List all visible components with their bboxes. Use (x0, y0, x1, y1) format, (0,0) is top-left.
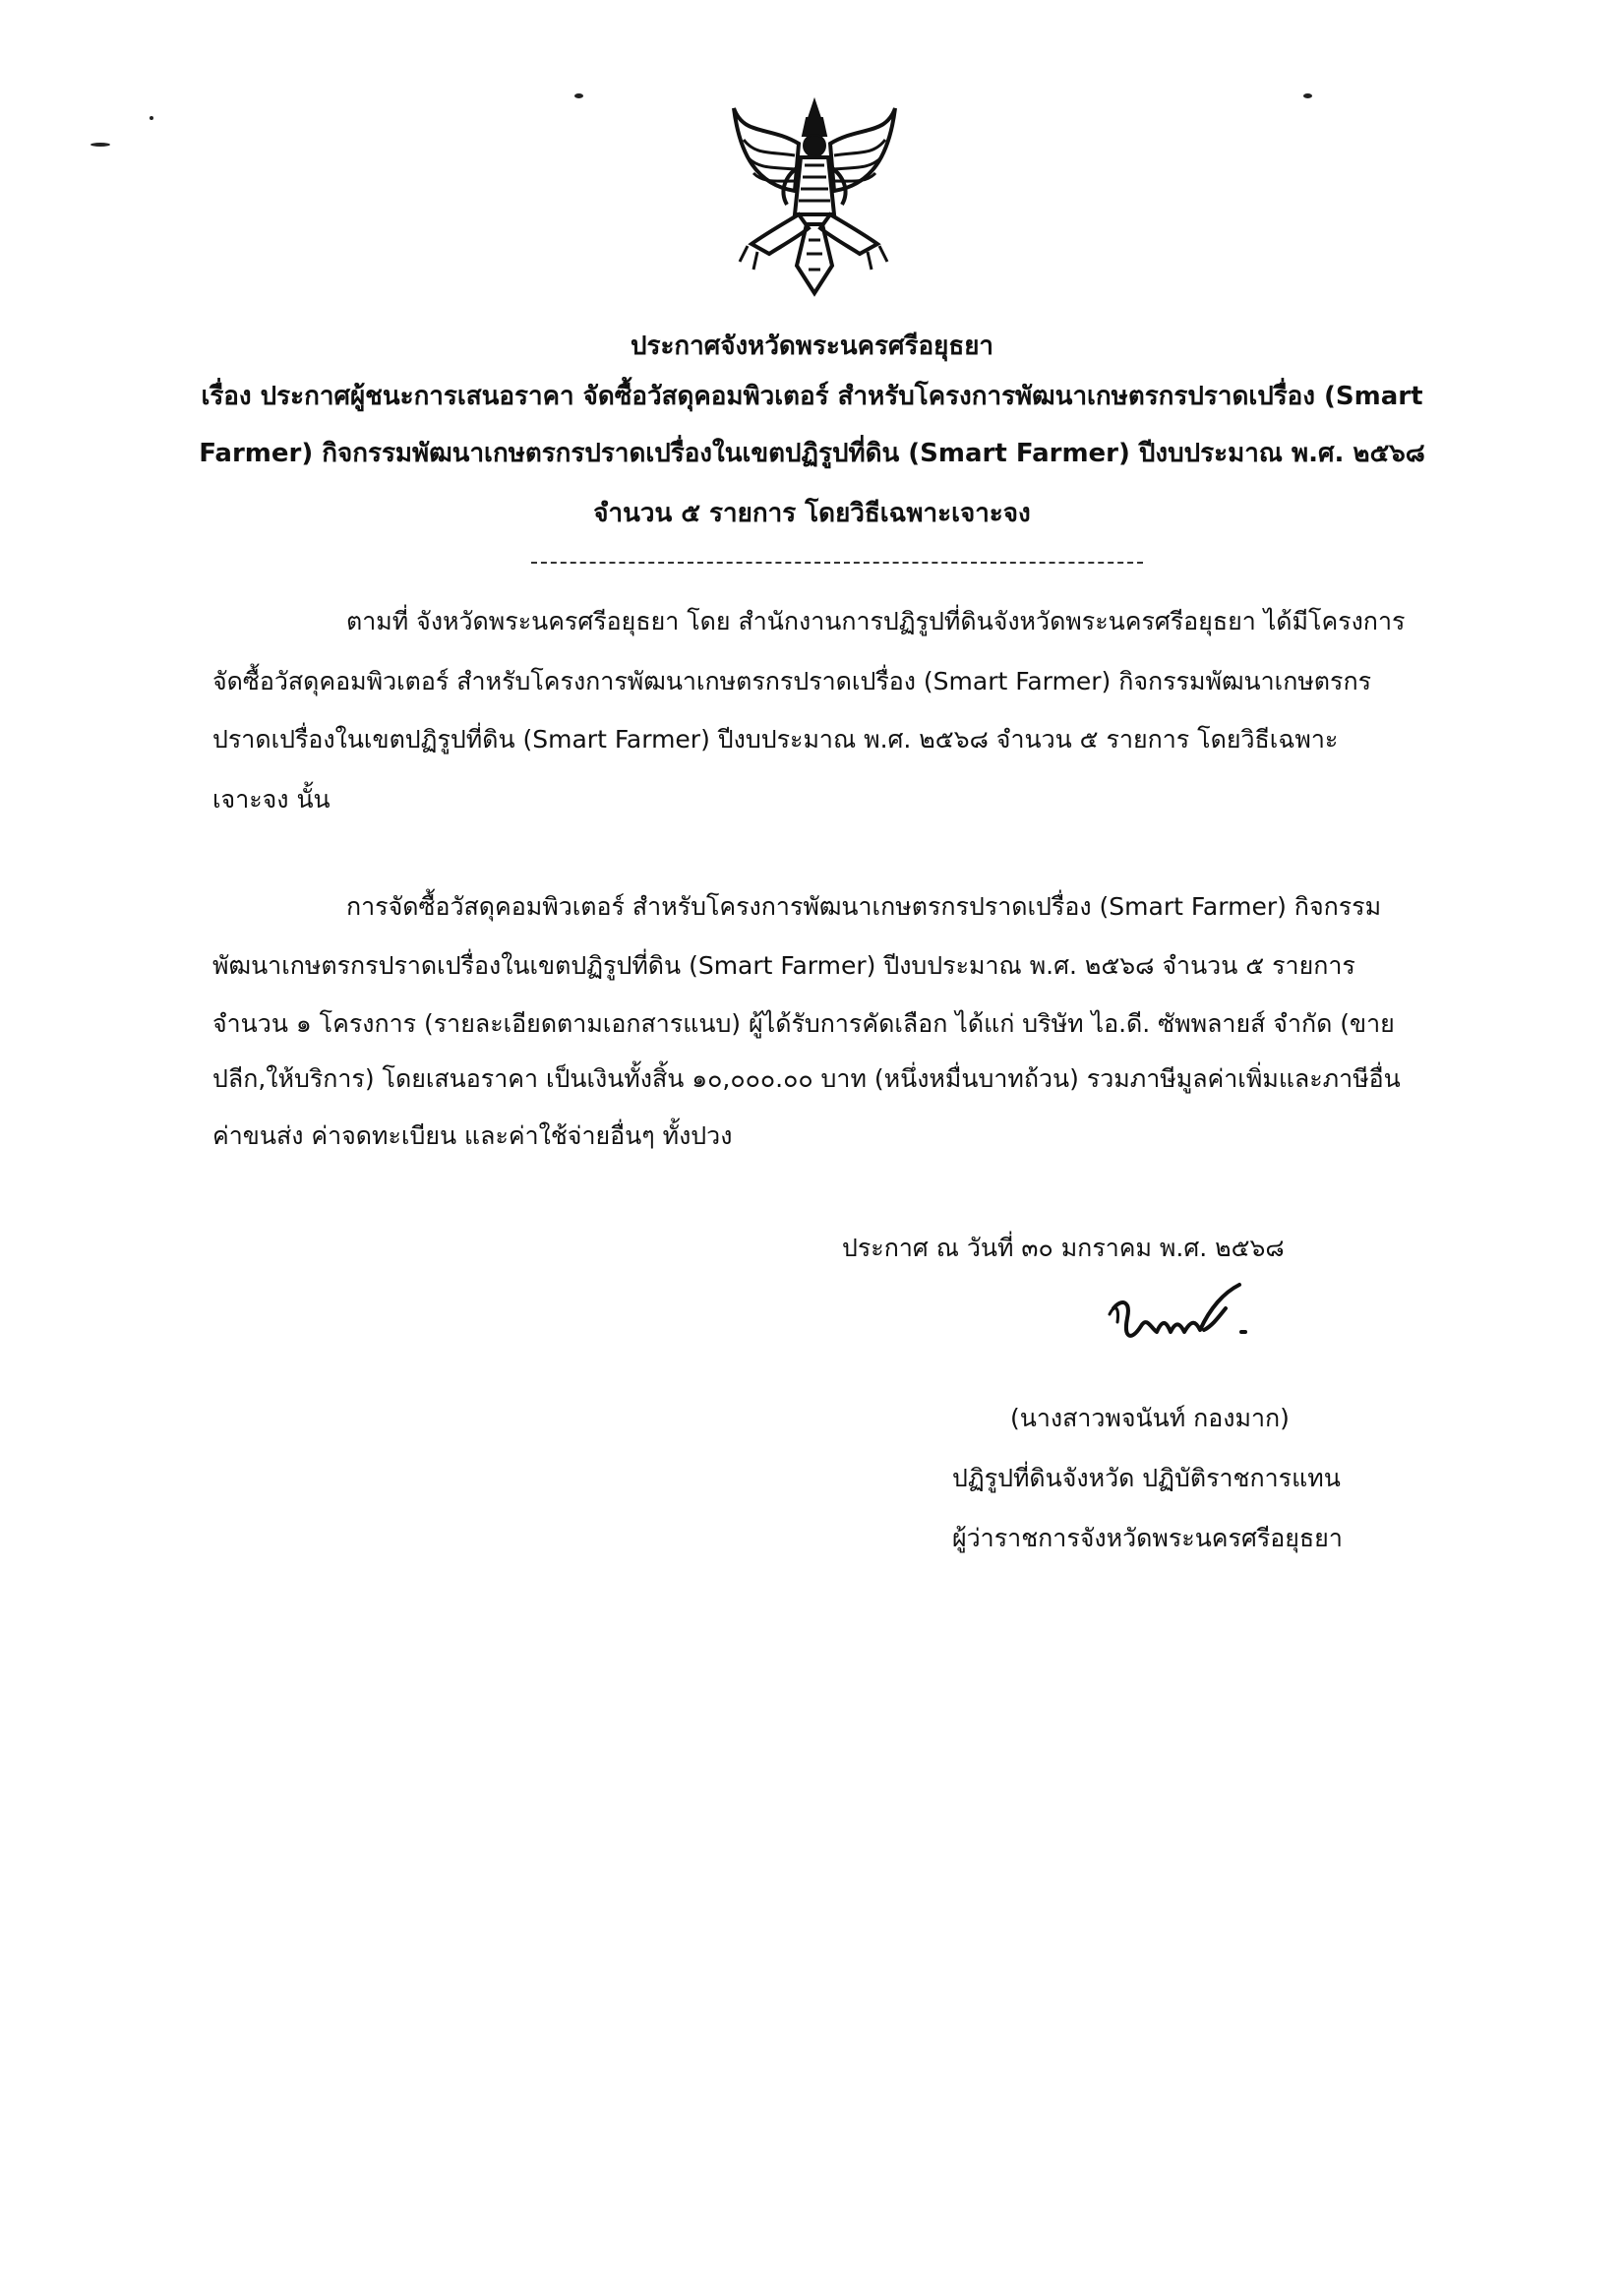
subject-line-1: เรื่อง ประกาศผู้ชนะการเสนอราคา จัดซื้อวัสดุคอมพิวเตอร์ สำหรับโครงการพัฒนาเกษตรกรปราดเปรื่อง (Smart (201, 382, 1423, 411)
handwritten-signature-icon (1102, 1279, 1269, 1367)
scan-speck (150, 116, 153, 120)
paragraph2-line: ปลีก,ให้บริการ) โดยเสนอราคา เป็นเงินทั้งสิ้น ๑๐,๐๐๐.๐๐ บาท (หนึ่งหมื่นบาทถ้วน) รวมภาษีมูลค่าเพิ่มและภาษีอื่น (212, 1064, 1401, 1093)
paragraph1-line: ตามที่ จังหวัดพระนครศรีอยุธยา โดย สำนักงานการปฏิรูปที่ดินจังหวัดพระนครศรีอยุธยา ได้มีโครงการ (346, 607, 1406, 635)
signer-position-line-2: ผู้ว่าราชการจังหวัดพระนครศรีอยุธยา (952, 1524, 1343, 1552)
scan-speck (574, 93, 583, 98)
subject-line-3: จำนวน ๕ รายการ โดยวิธีเฉพาะเจาะจง (593, 499, 1031, 528)
signer-name: (นางสาวพจนันท์ กองมาก) (1010, 1404, 1290, 1432)
header-divider (531, 562, 1143, 564)
paragraph2-line: พัฒนาเกษตรกรปราดเปรื่องในเขตปฏิรูปที่ดิน (Smart Farmer) ปีงบประมาณ พ.ศ. ๒๕๖๘ จำนวน ๕ รายการ (212, 951, 1355, 980)
paragraph2-line: การจัดซื้อวัสดุคอมพิวเตอร์ สำหรับโครงการพัฒนาเกษตรกรปราดเปรื่อง (Smart Farmer) กิจกรรม (346, 892, 1382, 921)
paragraph1-line: เจาะจง นั้น (212, 785, 331, 814)
paragraph2-line: ค่าขนส่ง ค่าจดทะเบียน และค่าใช้จ่ายอื่นๆ ทั้งปวง (212, 1121, 733, 1150)
paragraph2-line: จำนวน ๑ โครงการ (รายละเอียดตามเอกสารแนบ) ผู้ได้รับการคัดเลือก ได้แก่ บริษัท ไอ.ดี. ซัพพลายส์ จำกัด (ขาย (212, 1009, 1395, 1038)
garuda-emblem-icon (730, 96, 899, 303)
scan-speck (90, 143, 110, 147)
announcement-title: ประกาศจังหวัดพระนครศรีอยุธยา (630, 332, 994, 361)
paragraph1-line: จัดซื้อวัสดุคอมพิวเตอร์ สำหรับโครงการพัฒนาเกษตรกรปราดเปรื่อง (Smart Farmer) กิจกรรมพัฒนาเกษตรกร (212, 667, 1372, 695)
subject-line-2: Farmer) กิจกรรมพัฒนาเกษตรกรปราดเปรื่องในเขตปฏิรูปที่ดิน (Smart Farmer) ปีงบประมาณ พ.ศ. ๒๕๖๘ (199, 439, 1425, 468)
paragraph1-line: ปราดเปรื่องในเขตปฏิรูปที่ดิน (Smart Farmer) ปีงบประมาณ พ.ศ. ๒๕๖๘ จำนวน ๕ รายการ โดยวิธีเฉพาะ (212, 725, 1339, 754)
scan-speck (1303, 93, 1312, 98)
announcement-date: ประกาศ ณ วันที่ ๓๐ มกราคม พ.ศ. ๒๕๖๘ (842, 1234, 1285, 1262)
signer-position-line-1: ปฏิรูปที่ดินจังหวัด ปฏิบัติราชการแทน (952, 1464, 1341, 1492)
